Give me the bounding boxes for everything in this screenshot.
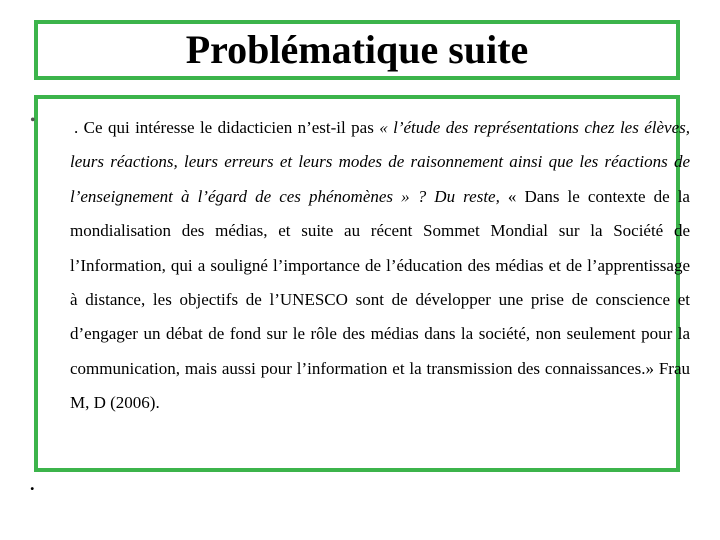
quote-close: » ? Du reste, [393, 186, 500, 206]
trailing-dot: . [30, 474, 35, 494]
bullet-marker: • [30, 112, 36, 129]
title-frame [34, 20, 680, 80]
paragraph-lead: . Ce qui intéresse le didacticien n’est-il pas [74, 118, 380, 137]
italic-quote: l’étude des représentations chez les élèves, leurs réactions, leurs erreurs et leurs modes de raisonnement ainsi que les réactions de l’enseignement à l’égard de ces phénomènes [70, 118, 690, 206]
body-paragraph [70, 111, 690, 421]
paragraph-rest: « Dans le contexte de la mondialisation des médias, et suite au récent Sommet Mondial sur la Société de l’Information, qui a souligné l’importance de l’éducation des médias et de l’apprentissage à distance, les objectifs de l’UNESCO sont de développer une prise de conscience et d’engager un débat de fond sur le rôle des médias dans la société, non seulement pour la communication, mais aussi pour l’information et la transmission des connaissances.» Frau M, D (2006). [70, 186, 690, 413]
quote-open: « [379, 118, 394, 137]
slide-title: Problématique suite [185, 27, 529, 72]
